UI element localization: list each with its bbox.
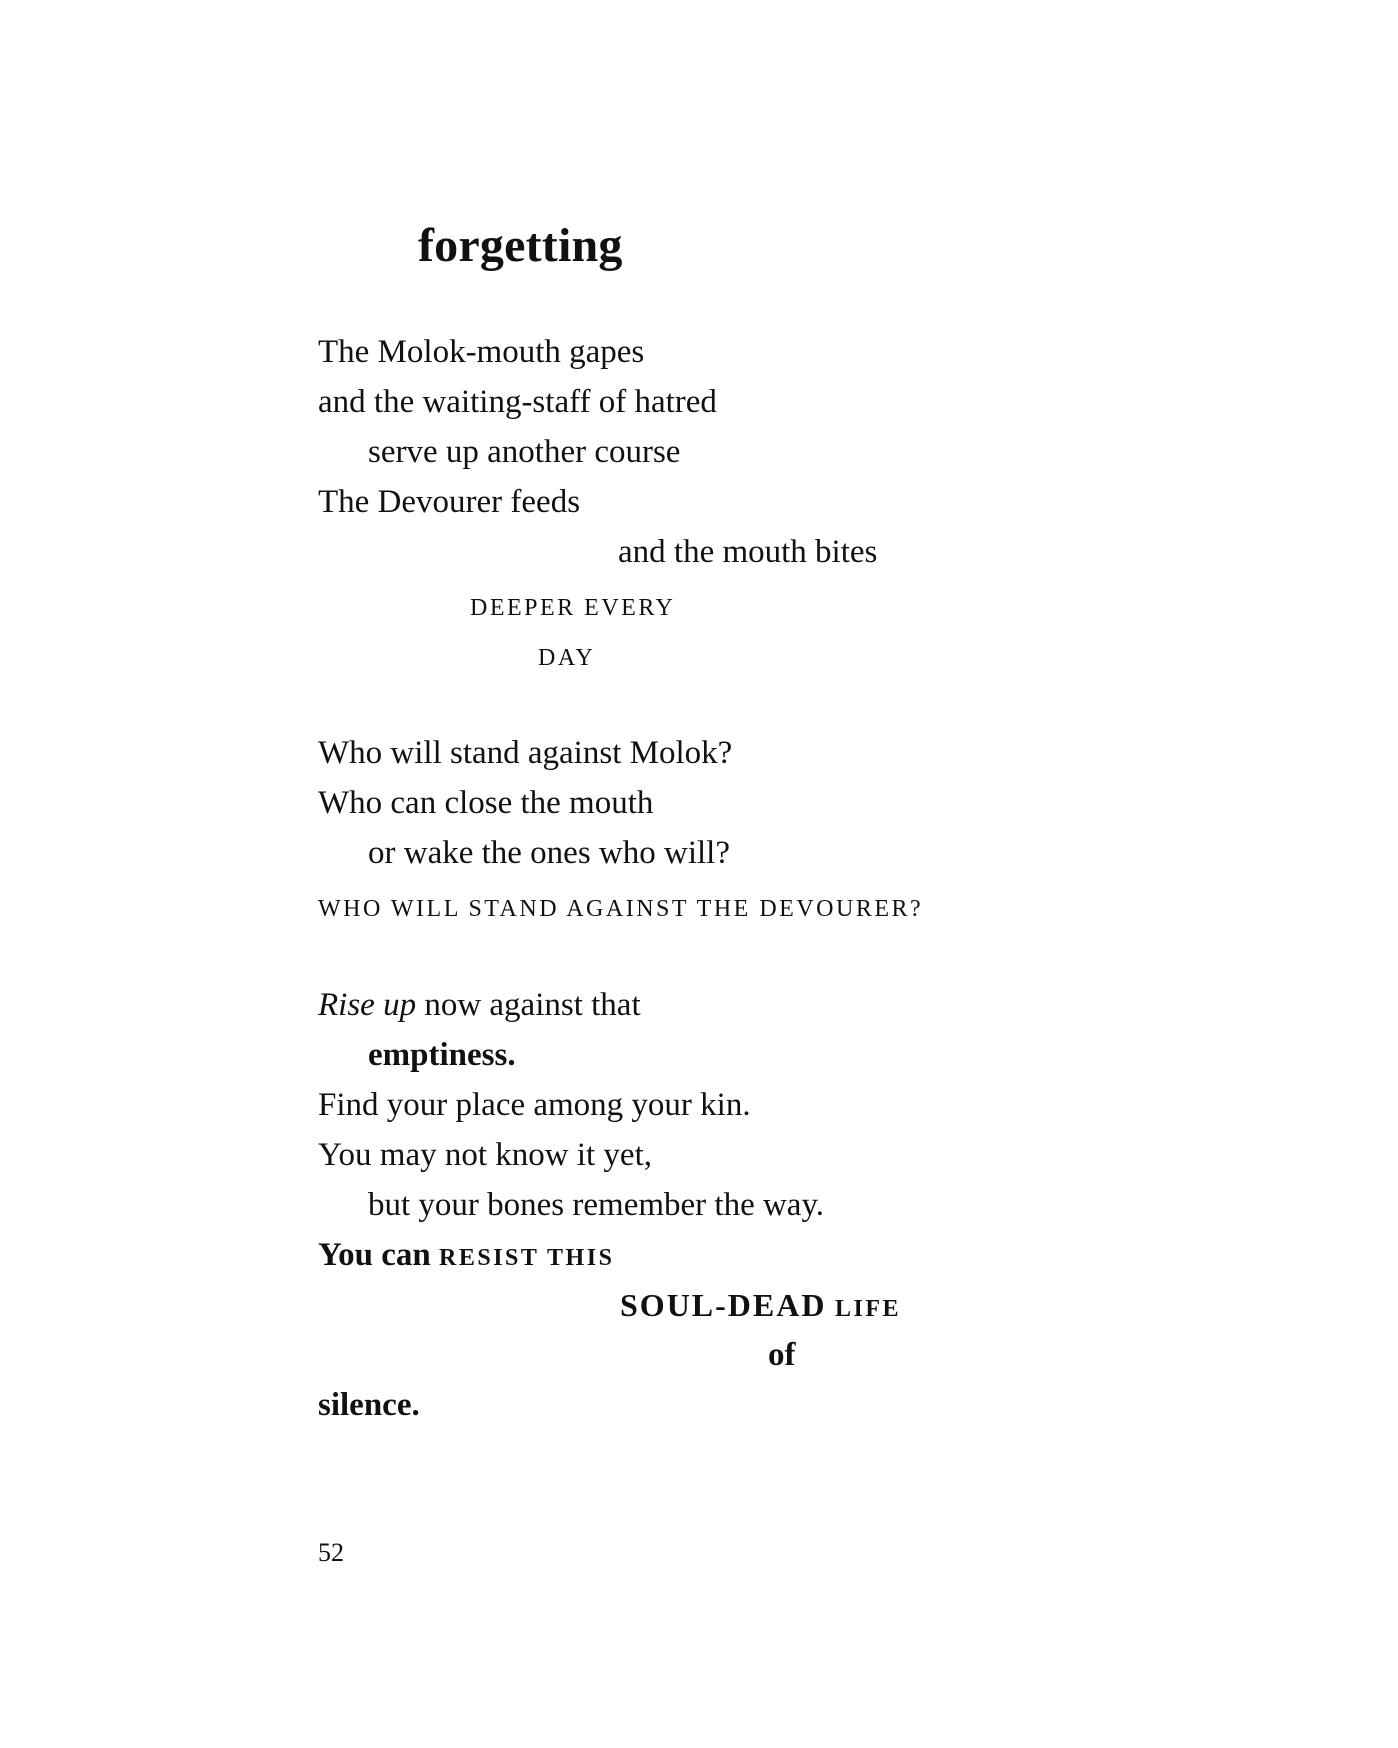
stanza1-line6: DEEPER EVERY — [470, 595, 676, 621]
stanza2-line3: or wake the ones who will? — [368, 835, 730, 871]
stanza1-line4: The Devourer feeds — [318, 484, 581, 520]
stanza1-line3: serve up another course — [368, 434, 681, 470]
stanza2-line1: Who will stand against Molok? — [318, 735, 733, 771]
stanza2-line2: Who can close the mouth — [318, 785, 654, 821]
stanza3-line6 — [318, 1235, 614, 1278]
soul-dead-caps: SOUL-DEAD — [620, 1287, 827, 1323]
stanza3-line2: emptiness. — [368, 1037, 516, 1073]
life-caps: LIFE — [826, 1296, 901, 1322]
stanza3-line1-rest: now against that — [416, 987, 641, 1023]
stanza3-line5: but your bones remember the way. — [368, 1187, 825, 1223]
rise-up-italic: Rise up — [318, 987, 417, 1023]
stanza3-line3: Find your place among your kin. — [318, 1087, 751, 1123]
page-number: 52 — [318, 1538, 344, 1567]
stanza3-line7 — [620, 1285, 901, 1329]
stanza3-line4: You may not know it yet, — [318, 1137, 652, 1173]
stanza2-line4: WHO WILL STAND AGAINST THE DEVOURER? — [318, 896, 924, 922]
resist-this-caps: RESIST THIS — [439, 1245, 615, 1271]
stanza3-line8: of — [768, 1337, 796, 1373]
stanza3-line1 — [318, 985, 641, 1025]
you-can-bold: You can — [318, 1237, 440, 1273]
stanza1-line7: DAY — [538, 645, 596, 671]
stanza3-line9: silence. — [318, 1387, 420, 1423]
stanza1-line5: and the mouth bites — [618, 534, 878, 570]
stanza1-line1: The Molok-mouth gapes — [318, 334, 645, 370]
stanza1-line2: and the waiting-staff of hatred — [318, 384, 717, 420]
poem-title: forgetting — [418, 219, 623, 272]
